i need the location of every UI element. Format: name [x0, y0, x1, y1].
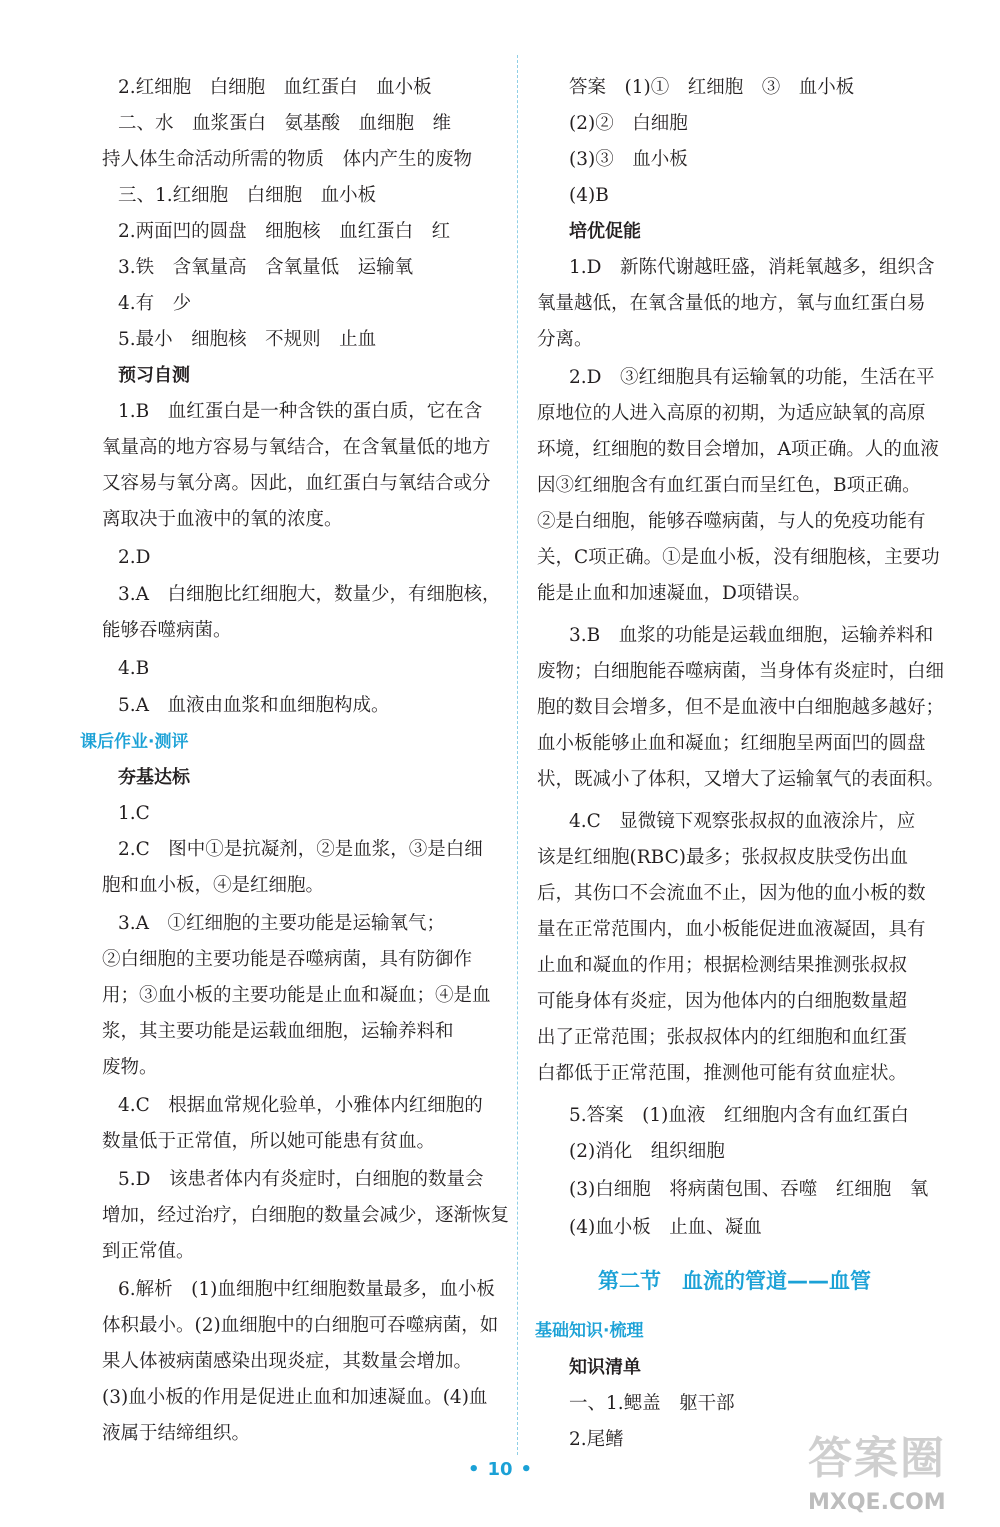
text-line: 关，C项正确。①是血小板，没有细胞核，主要功	[537, 547, 940, 568]
text-line: ②是白细胞，能够吞噬病菌，与人的免疫功能有	[537, 511, 926, 532]
column-divider	[517, 55, 518, 1455]
text-line: ②白细胞的主要功能是吞噬病菌，具有防御作	[102, 949, 473, 970]
text-line: 2.C 图中①是抗凝剂，②是血浆，③是白细	[118, 839, 483, 860]
text-line: 后，其伤口不会流血不止，因为他的血小板的数	[537, 883, 926, 904]
subsection-heading: 培优促能	[569, 221, 641, 242]
text-line: 数量低于正常值，所以她可能患有贫血。	[102, 1131, 436, 1152]
text-line: (2)② 白细胞	[569, 113, 688, 134]
watermark-text: 答案圈	[808, 1433, 946, 1484]
text-line: 原地位的人进入高原的初期，为适应缺氧的高原	[537, 403, 926, 424]
text-line: 量在正常范围内，血小板能促进血液凝固，具有	[537, 919, 926, 940]
text-line: 到正常值。	[102, 1241, 195, 1262]
text-line: 2.尾鳍	[569, 1429, 624, 1450]
text-line: 液属于结缔组织。	[102, 1423, 251, 1444]
text-line: 又容易与氧分离。因此，血红蛋白与氧结合或分	[102, 473, 491, 494]
subsection-heading: 知识清单	[569, 1357, 641, 1378]
text-line: 5.最小 细胞核 不规则 止血	[118, 329, 377, 350]
chapter-title: 第二节 血流的管道——血管	[598, 1269, 871, 1293]
text-line: 出了正常范围；张叔叔体内的红细胞和血红蛋	[537, 1027, 908, 1048]
text-line: (4)血小板 止血、凝血	[569, 1217, 762, 1238]
text-line: 5.A 血液由血浆和血细胞构成。	[118, 695, 390, 716]
text-line: 一、1.鳃盖 躯干部	[569, 1393, 735, 1414]
text-line: 1.C	[118, 803, 150, 824]
text-line: (2)消化 组织细胞	[569, 1141, 725, 1162]
text-line: 果人体被病菌感染出现炎症，其数量会增加。	[102, 1351, 473, 1372]
text-line: (3)白细胞 将病菌包围、吞噬 红细胞 氧	[569, 1179, 929, 1200]
text-line: 三、1.红细胞 白细胞 血小板	[118, 185, 377, 206]
text-line: 6.解析 (1)血细胞中红细胞数量最多，血小板	[118, 1279, 495, 1300]
text-line: 可能身体有炎症，因为他体内的白细胞数量超	[537, 991, 908, 1012]
text-line: 因③红细胞含有血红蛋白而呈红色，B项正确。	[537, 475, 921, 496]
text-line: 用；③血小板的主要功能是止血和凝血；④是血	[102, 985, 491, 1006]
text-line: 止血和凝血的作用；根据检测结果推测张叔叔	[537, 955, 908, 976]
text-line: (3)③ 血小板	[569, 149, 688, 170]
text-line: 4.有 少	[118, 293, 192, 314]
subsection-heading: 预习自测	[118, 365, 190, 386]
subsection-heading: 夯基达标	[118, 767, 190, 788]
text-line: 浆，其主要功能是运载血细胞，运输养料和	[102, 1021, 454, 1042]
text-line: 该是红细胞(RBC)最多；张叔叔皮肤受伤出血	[537, 847, 908, 868]
text-line: 2.两面凹的圆盘 细胞核 血红蛋白 红	[118, 221, 451, 242]
watermark-logo	[808, 1420, 988, 1520]
text-line: (3)血小板的作用是促进止血和加速凝血。(4)血	[102, 1387, 488, 1408]
text-line: 增加，经过治疗，白细胞的数量会减少，逐渐恢复	[102, 1205, 510, 1226]
text-line: 2.红细胞 白细胞 血红蛋白 血小板	[118, 77, 432, 98]
text-line: 答案 (1)① 红细胞 ③ 血小板	[569, 77, 855, 98]
text-line: 白都低于正常范围，推测他可能有贫血症状。	[537, 1063, 908, 1084]
page-number-value: 10	[487, 1459, 513, 1480]
text-line: 5.答案 (1)血液 红细胞内含有血红蛋白	[569, 1105, 909, 1126]
text-line: 状，既减小了体积，又增大了运输氧气的表面积。	[537, 769, 945, 790]
text-line: 持人体生命活动所需的物质 体内产生的废物	[102, 149, 473, 170]
text-line: 环境，红细胞的数目会增加，A项正确。人的血液	[537, 439, 939, 460]
text-line: 离取决于血液中的氧的浓度。	[102, 509, 343, 530]
text-line: 能是止血和加速凝血，D项错误。	[537, 583, 811, 604]
text-line: 3.B 血浆的功能是运载血细胞，运输养料和	[569, 625, 934, 646]
text-line: 能够吞噬病菌。	[102, 620, 232, 641]
section-heading: 课后作业·测评	[80, 732, 189, 752]
text-line: 1.B 血红蛋白是一种含铁的蛋白质，它在含	[118, 401, 483, 422]
text-line: 分离。	[537, 329, 593, 350]
section-heading: 基础知识·梳理	[535, 1321, 644, 1341]
text-line: 胞的数目会增多，但不是血液中白细胞越多越好；	[537, 697, 945, 718]
text-line: 3.铁 含氧量高 含氧量低 运输氧	[118, 257, 414, 278]
text-line: 2.D	[118, 547, 151, 568]
text-line: 4.C 显微镜下观察张叔叔的血液涂片，应	[569, 811, 916, 832]
bullet-icon: •	[520, 1459, 533, 1480]
text-line: 体积最小。(2)血细胞中的白细胞可吞噬病菌，如	[102, 1315, 499, 1336]
text-line: 二、水 血浆蛋白 氨基酸 血细胞 维	[118, 113, 452, 134]
text-line: 3.A 白细胞比红细胞大，数量少，有细胞核，	[118, 584, 501, 605]
text-line: 4.B	[118, 658, 150, 679]
text-line: 5.D 该患者体内有炎症时，白细胞的数量会	[118, 1169, 484, 1190]
text-line: 废物；白细胞能吞噬病菌，当身体有炎症时，白细	[537, 661, 945, 682]
text-line: 血小板能够止血和凝血；红细胞呈两面凹的圆盘	[537, 733, 926, 754]
text-line: 4.C 根据血常规化验单，小雅体内红细胞的	[118, 1095, 483, 1116]
text-line: 3.A ①红细胞的主要功能是运输氧气；	[118, 913, 446, 934]
text-line: 胞和血小板，④是红细胞。	[102, 875, 325, 896]
text-line: 废物。	[102, 1057, 158, 1078]
text-line: (4)B	[569, 185, 609, 206]
text-line: 氧量高的地方容易与氧结合，在含氧量低的地方	[102, 437, 491, 458]
watermark-url: MXQE.COM	[808, 1490, 946, 1515]
text-line: 1.D 新陈代谢越旺盛，消耗氧越多，组织含	[569, 257, 935, 278]
text-line: 2.D ③红细胞具有运输氧的功能，生活在平	[569, 367, 935, 388]
bullet-icon: •	[467, 1459, 480, 1480]
text-line: 氧量越低，在氧含量低的地方，氧与血红蛋白易	[537, 293, 926, 314]
